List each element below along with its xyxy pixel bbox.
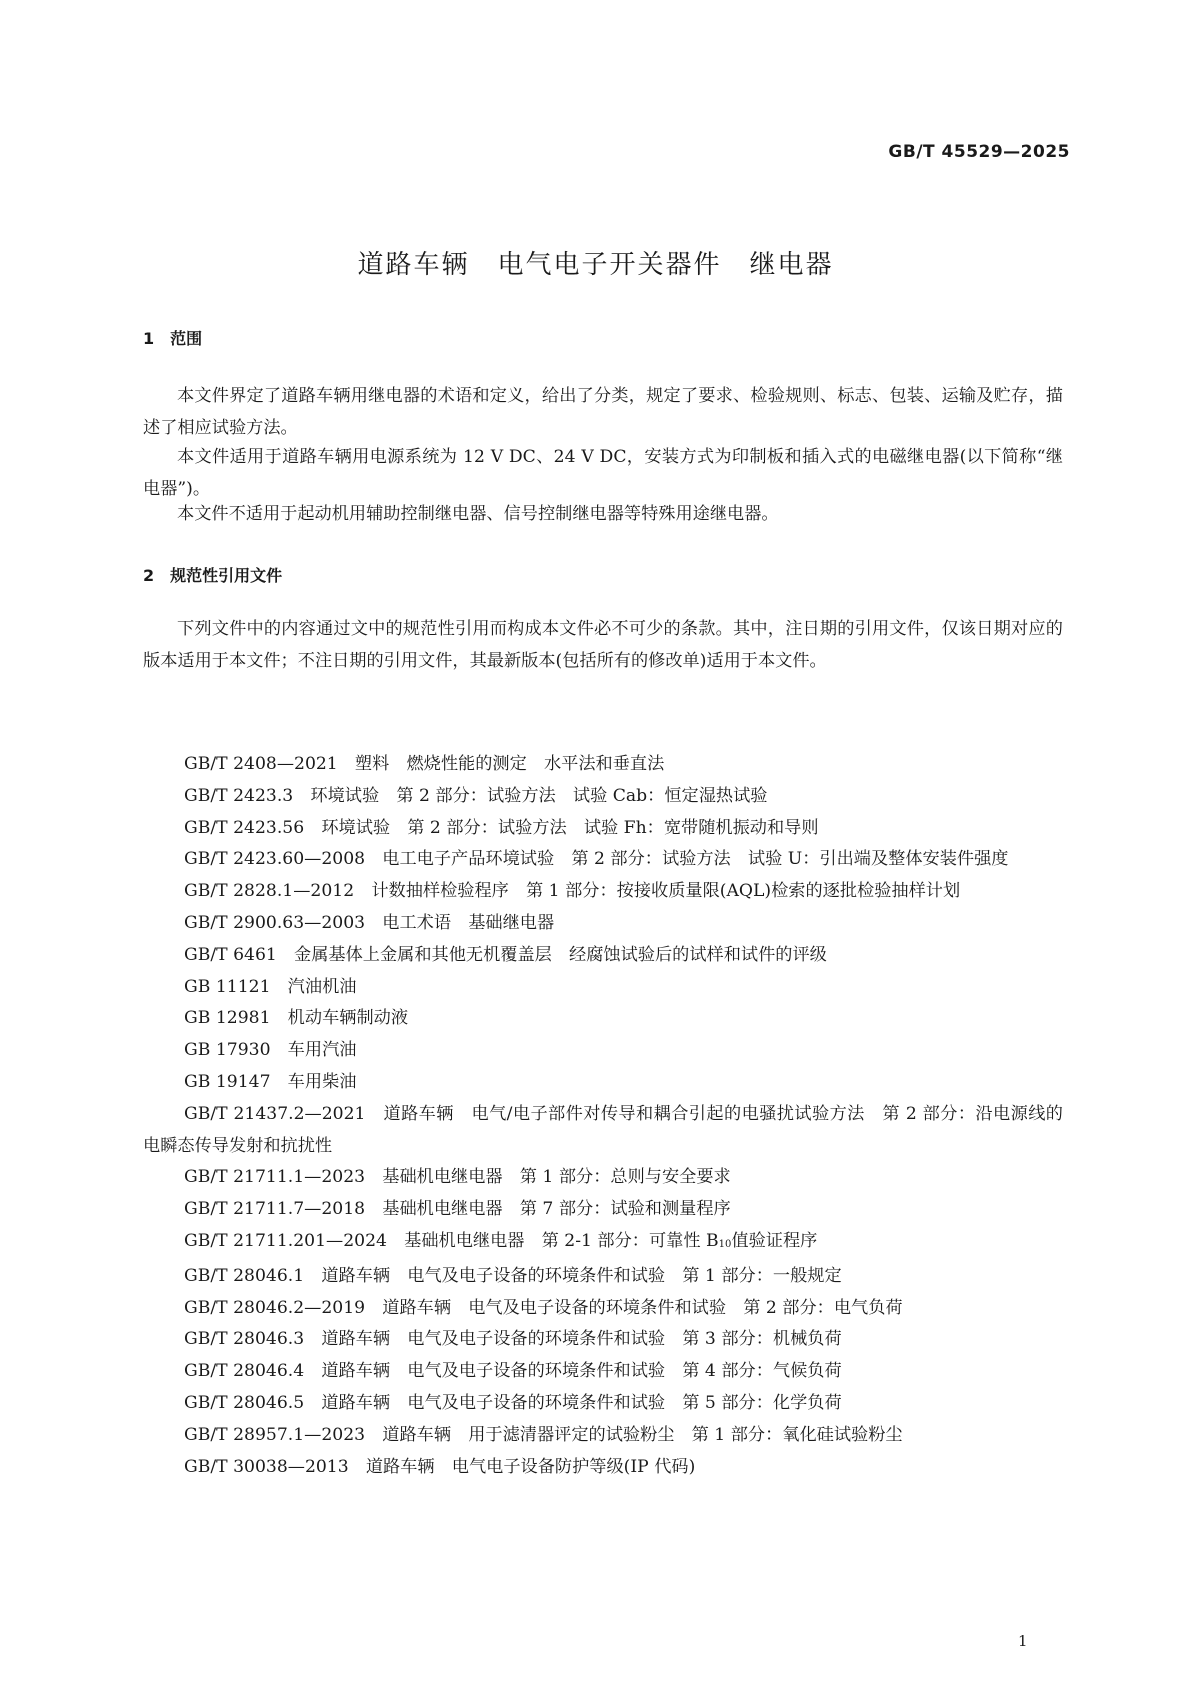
reference-item: GB/T 28046.5 道路车辆 电气及电子设备的环境条件和试验 第 5 部分：化学负荷 [184,1392,842,1413]
reference-text: GB/T 21711.201—2024 基础机电继电器 第 2-1 部分：可靠性 B [184,1230,719,1251]
reference-item: GB/T 2423.56 环境试验 第 2 部分：试验方法 试验 Fh：宽带随机振动和导则 [184,817,819,838]
reference-item: GB 11121 汽油机油 [184,976,357,997]
reference-item: GB 19147 车用柴油 [184,1071,357,1092]
reference-item: GB 17930 车用汽油 [184,1040,357,1061]
scope-paragraph: 本文件不适用于起动机用辅助控制继电器、信号控制继电器等特殊用途继电器。 [177,504,779,524]
reference-item: GB/T 2423.3 环境试验 第 2 部分：试验方法 试验 Cab：恒定湿热试验 [184,785,768,806]
reference-item: GB/T 2423.60—2008 电工电子产品环境试验 第 2 部分：试验方法 试验 U：引出端及整体安装件强度 [184,849,1009,870]
reference-item: GB/T 21711.1—2023 基础机电继电器 第 1 部分：总则与安全要求 [184,1167,731,1188]
reference-item: GB/T 2828.1—2012 计数抽样检验程序 第 1 部分：按接收质量限(AQL)检索的逐批检验抽样计划 [184,881,961,902]
reference-list [143,749,1063,1483]
scope-paragraph: 本文件界定了道路车辆用继电器的术语和定义，给出了分类，规定了要求、检验规则、标志、包装、运输及贮存，描述了相应试验方法。 [143,386,1063,438]
document-title: 道路车辆 电气电子开关器件 继电器 [357,250,834,280]
references-intro: 下列文件中的内容通过文中的规范性引用而构成本文件必不可少的条款。其中，注日期的引用文件，仅该日期对应的版本适用于本文件；不注日期的引用文件，其最新版本(包括所有的修改单)适用于本文件。 [143,619,1063,671]
reference-item: GB/T 2408—2021 塑料 燃烧性能的测定 水平法和垂直法 [184,754,665,774]
reference-item: GB/T 2900.63—2003 电工术语 基础继电器 [184,912,555,933]
reference-item: GB/T 28046.2—2019 道路车辆 电气及电子设备的环境条件和试验 第 2 部分：电气负荷 [184,1297,903,1318]
standard-code: GB/T 45529—2025 [888,142,1070,162]
page-number: 1 [1018,1632,1028,1650]
section-2-heading: 2 规范性引用文件 [143,566,283,585]
reference-subscript: 10 [718,1238,732,1250]
reference-item: GB/T 21437.2—2021 道路车辆 电气/电子部件对传导和耦合引起的电骚扰试验方法 第 2 部分：沿电源线的电瞬态传导发射和抗扰性 [143,1103,1063,1156]
reference-item: GB/T 28046.1 道路车辆 电气及电子设备的环境条件和试验 第 1 部分：一般规定 [184,1265,842,1286]
section-1-heading: 1 范围 [143,329,203,348]
reference-item: GB/T 21711.7—2018 基础机电继电器 第 7 部分：试验和测量程序 [184,1199,731,1220]
reference-text-suffix: 值验证程序 [731,1230,818,1251]
reference-item: GB/T 28046.4 道路车辆 电气及电子设备的环境条件和试验 第 4 部分：气候负荷 [184,1361,842,1382]
reference-item: GB 12981 机动车辆制动液 [184,1008,409,1029]
reference-item: GB/T 28957.1—2023 道路车辆 用于滤清器评定的试验粉尘 第 1 部分：氧化硅试验粉尘 [184,1424,903,1445]
reference-item: GB/T 28046.3 道路车辆 电气及电子设备的环境条件和试验 第 3 部分：机械负荷 [184,1329,842,1350]
reference-item: GB/T 30038—2013 道路车辆 电气电子设备防护等级(IP 代码) [184,1456,696,1477]
reference-item: GB/T 6461 金属基体上金属和其他无机覆盖层 经腐蚀试验后的试样和试件的评级 [184,944,827,965]
scope-paragraph: 本文件适用于道路车辆用电源系统为 12 V DC、24 V DC，安装方式为印制板和插入式的电磁继电器(以下简称“继电器”)。 [143,447,1063,499]
reference-item [143,1226,1063,1261]
